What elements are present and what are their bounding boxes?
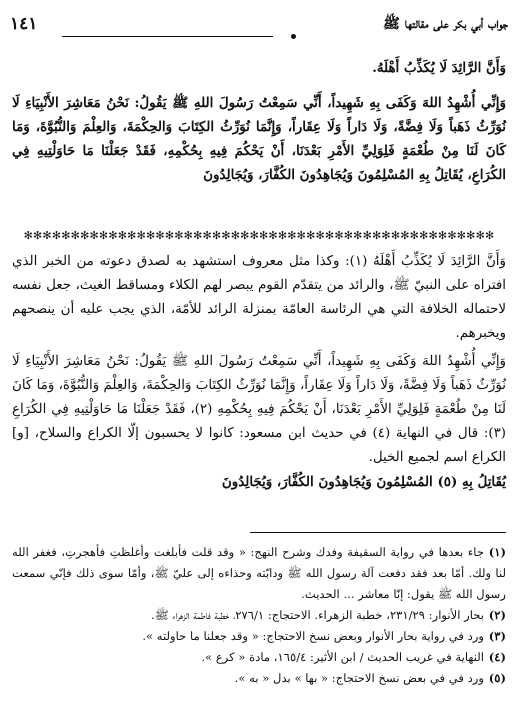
commentary-paragraph-3: يُقَاتِلُ بِهِ (٥) المُسْلِمُونَ وَيُجَاهِدُونَ الكُفَّارَ، وَيُجَالِدُونَ [221,474,506,490]
header-ornament [291,34,296,39]
page-number: ١٤١ [10,14,38,34]
commentary-paragraph-2: وَإِنِّي أُشْهِدُ اللهَ وَكَفَى بِهِ شَهِيداً، أَنِّي سَمِعْتُ رَسُولَ اللهِ ﷺ يَقُولُ: نَحْنُ مَعَاشِرَ الأَنْبِيَاءِ لَا نُوَرِّثُ ذَهَباً وَلَا فِضَّةً، وَلَا دَاراً وَلَا عِقَاراً، وَإِنَّمَا نُوَرِّثُ الكِتَابَ وَالحِكْمَةَ، وَالعِلْمَ وَالنُّبُوَّةَ، وَمَا كَانَ لَنَا مِنْ طُعْمَةٍ فَلِوَلِيِّ الأَمْرِ بَعْدَنَا، أَنْ يَحْكُمَ فِيهِ بِحُكْمِهِ (٢)، فَقَدْ جَعَلْنَا مَا حَاوَلْتِيهِ فِي الكُرَاعِ (٣): قال في النهاية (٤) في حديث ابن مسعود: كانوا لا يحسبون إلّا الكراع والسلاح، [و] الكراع اسم لجميع الخيل. [12,354,507,465]
commentary-paragraph-1: وَأَنَّ الرَّائِدَ لَا يُكَذِّبُ أَهْلَهُ (١): وكذا مثل معروف استشهد به لصدق دعوته من الخبر الذي افتراه على النبيّ ﷺ، والرائد من يتقدّم القوم يبصر لهم الكلاء ومساقط الغيث، جعل نفسه لاحتماله الخلافة التي هي الرئاسة العامّة بمنزلة الرائد للأمّة، الذي يجب عليه أن ينصحهم ويخبرهم. [12,254,506,341]
commentary-block [12,250,506,494]
section-separator: ✻✻✻✻✻✻✻✻✻✻✻✻✻✻✻✻✻✻✻✻✻✻✻✻✻✻✻✻✻✻✻✻✻✻✻✻✻✻✻✻✻✻✻✻✻✻✻✻✻✻ [23,229,495,242]
header-rule [62,36,273,37]
footnote-text: بحار الأنوار: ٢٣١/٢٩، خطبة الزهراء. الاحتجاج: ٢٧٦/١، خطبة فاطمة الزهراء ﷺ. [151,608,484,622]
footnote-text: جاء بعدها في رواية السقيفة وفدك وشرح النهج: « وقد قلت فأبلغت وأغلظتِ فأهجرتِ، فغفر الله لنا ولك. أمّا بعد فقد دفعت آلة رسول الله ﷺ ودابّته وحذاءه إلى عليّ ﷺ، وأمّا سوى ذلك فإنّي سمعت رسول الله ﷺ يقول: إنّا معاشر ... الحديث. [12,545,506,601]
footnote-rule [250,532,506,533]
page-header [10,14,508,36]
footnote-5 [12,668,506,689]
footnote-number: (١) [488,545,506,559]
footnotes [12,542,506,689]
quoted-text-block [12,56,506,187]
footnote-number: (٥) [488,671,506,685]
footnote-text: النهاية في غريب الحديث / ابن الأثير: ١٦٥/٤، مادة « كرع ». [201,650,484,664]
footnote-text: ورد في في بعض نسخ الاحتجاج: « بها » بدل « به ». [234,671,484,685]
footnote-3 [12,626,506,647]
quote-line-ra-id: وَأَنَّ الرَّائِدَ لَا يُكَذِّبُ أَهْلَهُ. [372,60,506,76]
quote-paragraph: وَإِنِّي أُشْهِدُ اللهَ وَكَفَى بِهِ شَهِيداً، أَنِّي سَمِعْتُ رَسُولَ اللهِ ﷺ يَقُولُ: نَحْنُ مَعَاشِرَ الأَنْبِيَاءِ لَا نُوَرِّثُ ذَهَباً وَلَا فِضَّةً، وَلَا دَاراً وَلَا عِقَاراً، وَإِنَّمَا نُوَرِّثُ الكِتَابَ وَالحِكْمَةَ، وَالعِلْمَ وَالنُّبُوَّةَ، وَمَا كَانَ لَنَا مِنْ طُعْمَةٍ فَلِوَلِيِّ الأَمْرِ بَعْدَنَا، أَنْ يَحْكُمَ فِيهِ بِحُكْمِهِ، فَقَدْ جَعَلْنَا مَا حَاوَلْتِيهِ فِي الكُرَاعِ، يُقَاتِلُ بِهِ المُسْلِمُونَ وَيُجَاهِدُونَ الكُفَّارَ، وَيُجَالِدُونَ [12,95,506,183]
footnote-number: (٣) [488,629,506,643]
footnote-number: (٢) [488,608,506,622]
running-title: جواب أبي بكر على مقالتها ﷺ [382,16,508,32]
footnote-2 [12,605,506,626]
footnote-number: (٤) [488,650,506,664]
footnote-1 [12,542,506,605]
footnote-text: ورد في رواية بحار الأنوار وبعض نسخ الاحتجاج: « وقد جعلنا ما حاولته ». [142,629,484,643]
footnote-4 [12,647,506,668]
